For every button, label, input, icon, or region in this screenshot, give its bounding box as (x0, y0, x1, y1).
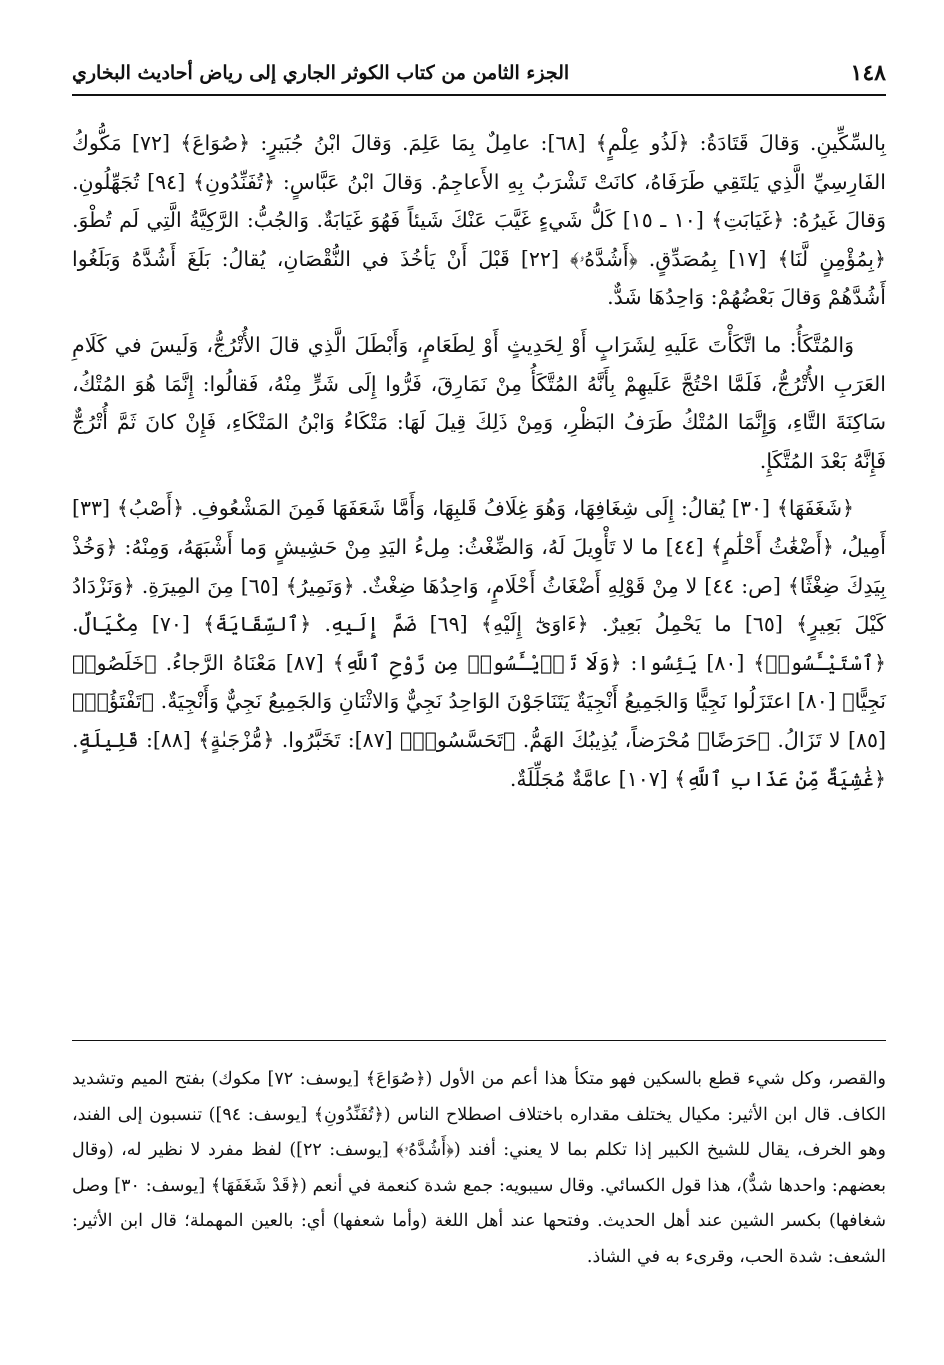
main-text (72, 124, 886, 798)
paragraph-2: وَالمُتَّكَأُ: ما اتَّكَأْتَ عَلَيهِ لِشَرَابٍ أَوْ لِحَدِيثٍ أَوْ لِطَعَامٍ، وَأَبْطَلَ الَّذِي قالَ الأُتْرُجُّ، وَلَيسَ في كَلَامِ العَرَبِ الأُتْرُجُّ، فَلَمَّا احْتُجَّ عَلَيهِمْ بِأَنَّهُ المُتَّكَأُ مِنْ نَمَارِقَ، فَرُّوا إِلَى شَرٍّ مِنْهُ، فَقالُوا: إِنَّمَا هُوَ المُتْكُ، سَاكِنَةَ التَّاءِ، وَإِنَّمَا المُتْكُ طَرَفُ البَظْرِ، وَمِنْ ذَلِكَ قِيلَ لَهَا: مَتْكَاءُ وَابْنُ المَتْكَاءِ، فَإِنْ كانَ ثَمَّ أُتْرُجٌّ فَإِنَّهُ بَعْدَ المُتَّكَإِ. (72, 332, 886, 473)
paragraph-1: بِالسِّكِّينِ. وَقالَ قَتَادَةُ: ﴿لَذُو عِلْمٍ﴾ [٦٨]: عامِلٌ بِمَا عَلِمَ. وَقالَ ابْنُ جُبَيرٍ: ﴿صُوَاعَ﴾ [٧٢] مَكُّوكُ الفَارِسِيِّ الَّذِي يَلتَقِي طَرَفَاهُ، كانَتْ تَشْرَبُ بِهِ الأَعاجِمُ. وَقالَ ابْنُ عَبَّاسٍ: ﴿تُفَنِّدُونِ﴾ [٩٤] تُجَهِّلُونِ. وَقالَ غَيرُهُ: ﴿غَيَابَتِ﴾ [١٠ ـ ١٥] كَلُّ شَيءٍ غَيَّبَ عَنْكَ شَيئاً فَهُوَ غَيَابَةٌ. وَالجُبُّ: الرَّكِيَّةُ الَّتِي لَم تُطْوَ. ﴿بِمُؤْمِنٍ لَّنَا﴾ [١٧] بِمُصَدِّقٍ. ﴿أَشُدَّهُۥ﴾ [٢٢] قَبْلَ أَنْ يَأخُذَ في النُّقْصَانِ، يُقالُ: بَلَغَ أَشُدَّهُ وَبَلَغُوا أَشُدَّهُمْ وَقالَ بَعْضُهُمْ: وَاحِدُهَا شَدٌّ. (72, 131, 887, 310)
footnote-divider (72, 1040, 886, 1041)
running-title: الجزء الثامن من كتاب الكوثر الجاري إلى رياض أحاديث البخاري (72, 62, 570, 84)
footnotes (72, 1062, 886, 1275)
paragraph-3: ﴿شَغَفَهَا﴾ [٣٠] يُقالُ: إِلَى شِغَافِهَا، وَهُوَ غِلَافُ قَلبِهَا، وَأَمَّا شَعَفَهَا فَمِنَ المَشْعُوفِ. ﴿أَصْبُ﴾ [٣٣] أَمِيلُ، ﴿أَضْغَٰثُ أَحْلَٰمٍ﴾ [٤٤] ما لا تَأْوِيلَ لَهُ، وَالضِّغْثُ: مِلءُ اليَدِ مِنْ حَشِيشٍ وَما أَشْبَهَهُ، وَمِنْهُ: ﴿وَخُذْ بِيَدِكَ ضِغْثًا﴾ [ص: ٤٤] لا مِنْ قَوْلِهِ أَضْغَاثُ أَحْلَامٍ، وَاحِدُهَا ضِغْثٌ. ﴿وَنَمِيرُ﴾ [٦٥] مِنَ المِيرَةِ. ﴿وَنَزْدَادُ كَيْلَ بَعِيرٍ﴾ [٦٥] ما يَحْمِلُ بَعِيرٌ. ﴿ءَاوَىٰٓ إِلَيْهِ﴾ [٦٩] ضَمَّ إِلَيهِ. ﴿ٱلسِّقَايَةَ﴾ [٧٠] مِكْيَالٌ. ﴿ٱسْتَيْـَٔسُوا۟﴾ [٨٠] يَئِسُوا: ﴿وَلَا تَا۟يْـَٔسُوا۟ مِن رَّوْحِ ٱللَّهِ﴾ [٨٧] مَعْنَاهُ الرَّجاءُ. ﴿خَلَصُوا۟ نَجِيًّا﴾ [٨٠] اعتَزَلُوا نَجِيًّا وَالجَمِيعُ أَنْجِيَةٌ يَتَنَاجَوْنَ الوَاحِدُ نَجِيٌّ وَالاثْنَانِ وَالجَمِيعُ نَجِيٌّ وَأَنْجِيَةٌ. ﴿تَفْتَؤُا۟﴾ [٨٥] لا تَزَالُ. ﴿حَرَضًا﴾ مُحْرَضاً، يُذِيبُكَ الهَمُّ. ﴿تَحَسَّسُوا۟﴾ [٨٧]: تَخَبَّرُوا. ﴿مُّزْجَىٰةٍ﴾ [٨٨]: قَلِيلَةٍ. ﴿غَٰشِيَةٌ مِّنْ عَذَابِ ٱللَّهِ﴾ [١٠٧] عامَّةٌ مُجَلِّلَةٌ. (72, 496, 887, 791)
page-header (72, 52, 886, 96)
footnote-text: والقصر، وكل شيء قطع بالسكين فهو متكأ هذا أعم من الأول (﴿صُوَاعَ﴾ [يوسف: ٧٢] مكوك) بفتح الميم وتشديد الكاف. قال ابن الأثير: مكيال يختلف مقداره باختلاف اصطلاح الناس (﴿تُفَنِّدُونِ﴾ [يوسف: ٩٤]) تنسبون إلى الفند، وهو الخرف، يقال للشيخ الكبير إذا تكلم بما لا يعني: أفند (﴿أَشُدَّهُۥ﴾ [يوسف: ٢٢]) لفظ مفرد لا نظير له، (وقال بعضهم: واحدها شدٌّ)، هذا قول الكسائي. وقال سيبويه: جمع شدة كنعمة في أنعم (﴿قَدْ شَغَفَهَا﴾ [يوسف: ٣٠] وصل شغافها) بكسر الشين عند أهل الحديث. وفتحها عند أهل اللغة (وأما شعفها) أي: بالعين المهملة؛ قال ابن الأثير: الشعف: شدة الحب، وقرىء به في الشاذ. (72, 1069, 886, 1267)
page-number: ١٤٨ (850, 60, 886, 86)
book-page (72, 52, 886, 1312)
